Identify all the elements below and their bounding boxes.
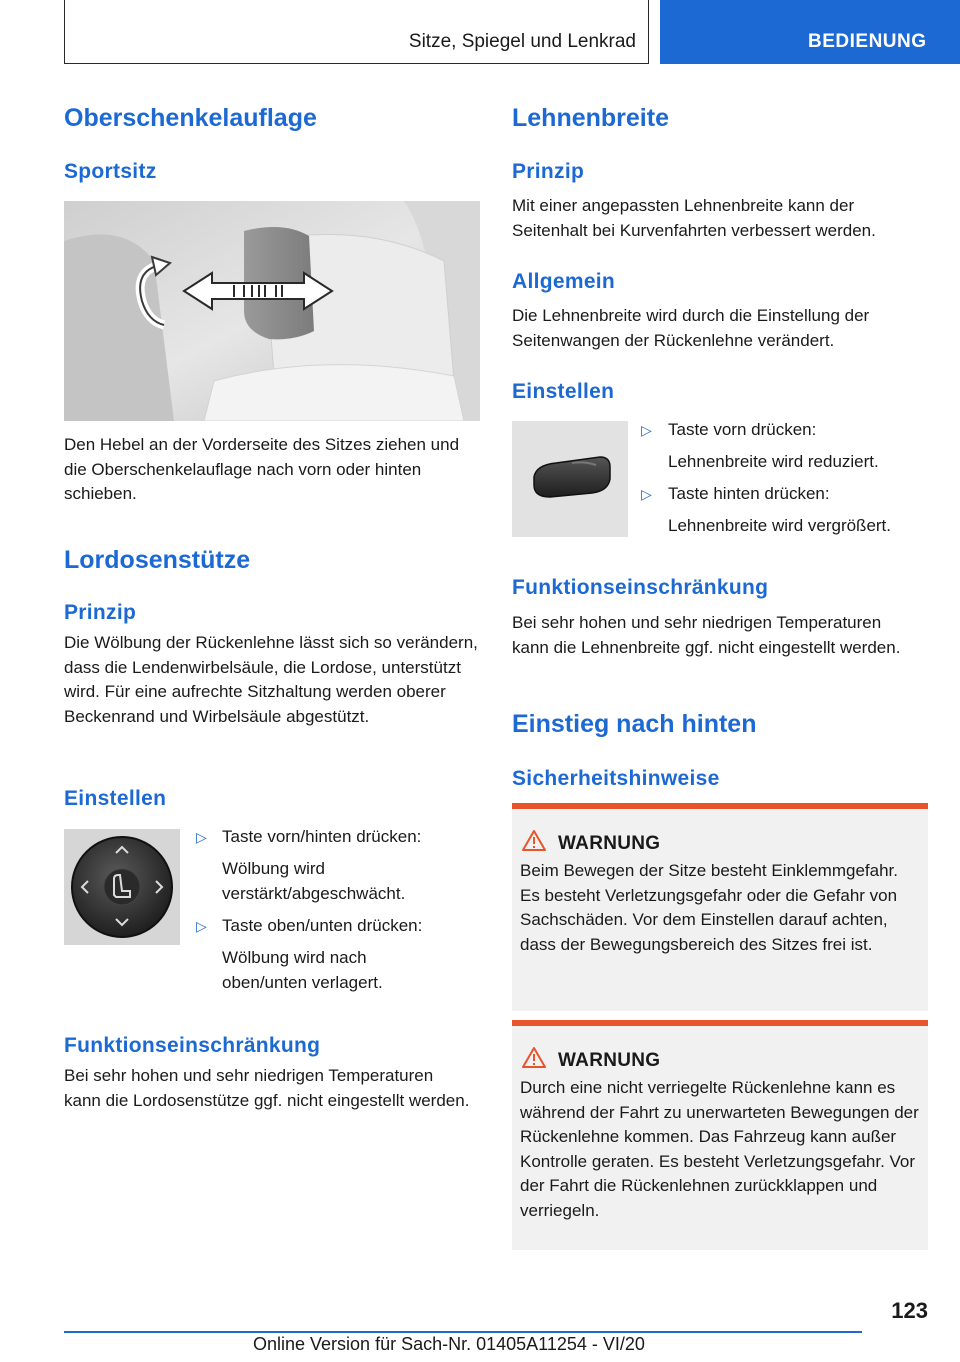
lordose-bullet-1-result: Wölbung wird verstärkt/abgeschwächt. (222, 859, 406, 903)
warning-box (512, 1020, 928, 1250)
heading-lehnenbreite: Lehnenbreite (512, 104, 669, 132)
warning-title: WARNUNG (558, 833, 661, 854)
subheading-sportsitz: Sportsitz (64, 160, 157, 183)
bullet-triangle-icon: ▷ (196, 918, 207, 934)
subheading-funktion-lordose: Funktionseinschränkung (64, 1034, 321, 1057)
backrest-width-button-image (512, 421, 628, 537)
oberschenkel-description: Den Hebel an der Vorderseite des Sitzes ziehen und die Oberschenkelauflage nach vorn oder hinten schieben. (64, 435, 460, 503)
seat-thigh-support-image (64, 201, 480, 421)
subheading-sicherheitshinweise: Sicherheitshinweise (512, 767, 720, 790)
subheading-funktion-lehne: Funktionseinschränkung (512, 576, 769, 599)
lordose-bullet-2-label: Taste oben/unten drücken: (222, 916, 423, 935)
warning-box (512, 803, 928, 1011)
lordosis-switch-image (64, 829, 180, 945)
lehne-bullet-2-label: Taste hinten drücken: (668, 484, 830, 503)
header-section-title: Sitze, Spiegel und Lenkrad (408, 31, 636, 52)
lehne-bullet-1-label: Taste vorn drücken: (668, 420, 817, 439)
subheading-prinzip-lordose: Prinzip (64, 601, 137, 624)
subheading-allgemein: Allgemein (512, 270, 616, 293)
bullet-triangle-icon: ▷ (196, 829, 207, 845)
warning-title: WARNUNG (558, 1050, 661, 1071)
bullet-triangle-icon: ▷ (641, 486, 652, 502)
lehne-funktion-text: Bei sehr hohen und sehr niedrigen Temperaturen kann die Lehnenbreite ggf. nicht eingestellt werden. (512, 613, 901, 657)
heading-oberschenkelauflage: Oberschenkelauflage (64, 104, 317, 132)
lordose-prinzip-text: Die Wölbung der Rückenlehne lässt sich so verändern, dass die Lendenwirbelsäule, die Lordose, unterstützt wird. Für eine aufrechte Sitzhaltung werden oberer Beckenrand und Wirbelsäule abgestützt. (64, 633, 478, 726)
warning-text: Durch eine nicht verriegelte Rückenlehne kann es während der Fahrt zu unerwarteten Bewegungen der Rückenlehne kommen. Das Fahrzeug kann außer Kontrolle geraten. Es besteht Verletzungsgefahr. Vor der Fahrt die Rückenlehnen zurückklappen und verriegeln. (520, 1078, 919, 1220)
subheading-einstellen-lordose: Einstellen (64, 787, 167, 810)
warning-triangle-icon (522, 1046, 546, 1070)
lordose-funktion-text: Bei sehr hohen und sehr niedrigen Temperaturen kann die Lordosenstütze ggf. nicht eingestellt werden. (64, 1066, 470, 1110)
footer-online-version: Online Version für Sach-Nr. 01405A11254 - VI/20 (253, 1334, 645, 1354)
warning-triangle-icon (522, 829, 546, 853)
page-number: 123 (891, 1298, 928, 1323)
header-chapter-tab (660, 0, 960, 64)
header-section-box (64, 0, 649, 64)
header-chapter-label: BEDIENUNG (808, 31, 927, 52)
lehne-prinzip-text: Mit einer angepassten Lehnenbreite kann der Seitenhalt bei Kurvenfahrten verbessert werden. (512, 196, 876, 240)
heading-einstieg-nach-hinten: Einstieg nach hinten (512, 710, 757, 738)
heading-lordosenstuetze: Lordosenstütze (64, 546, 251, 574)
bullet-triangle-icon: ▷ (641, 422, 652, 438)
lordose-bullet-2-result: Wölbung wird nach oben/unten verlagert. (222, 948, 383, 992)
lehne-bullet-2-result: Lehnenbreite wird vergrößert. (668, 516, 892, 535)
subheading-einstellen-lehne: Einstellen (512, 380, 615, 403)
footer-rule (64, 1331, 862, 1333)
lehne-bullet-1-result: Lehnenbreite wird reduziert. (668, 452, 879, 471)
subheading-prinzip-lehne: Prinzip (512, 160, 585, 183)
lehne-allgemein-text: Die Lehnenbreite wird durch die Einstellung der Seitenwangen der Rückenlehne verändert. (512, 306, 870, 350)
warning-text: Beim Bewegen der Sitze besteht Einklemmgefahr. Es besteht Verletzungsgefahr oder die Gefahr von Sachschäden. Vor dem Einstellen darauf achten, dass der Bewegungsbereich des Sitzes frei ist. (520, 861, 898, 954)
lordose-bullet-1-label: Taste vorn/hinten drücken: (222, 827, 422, 846)
